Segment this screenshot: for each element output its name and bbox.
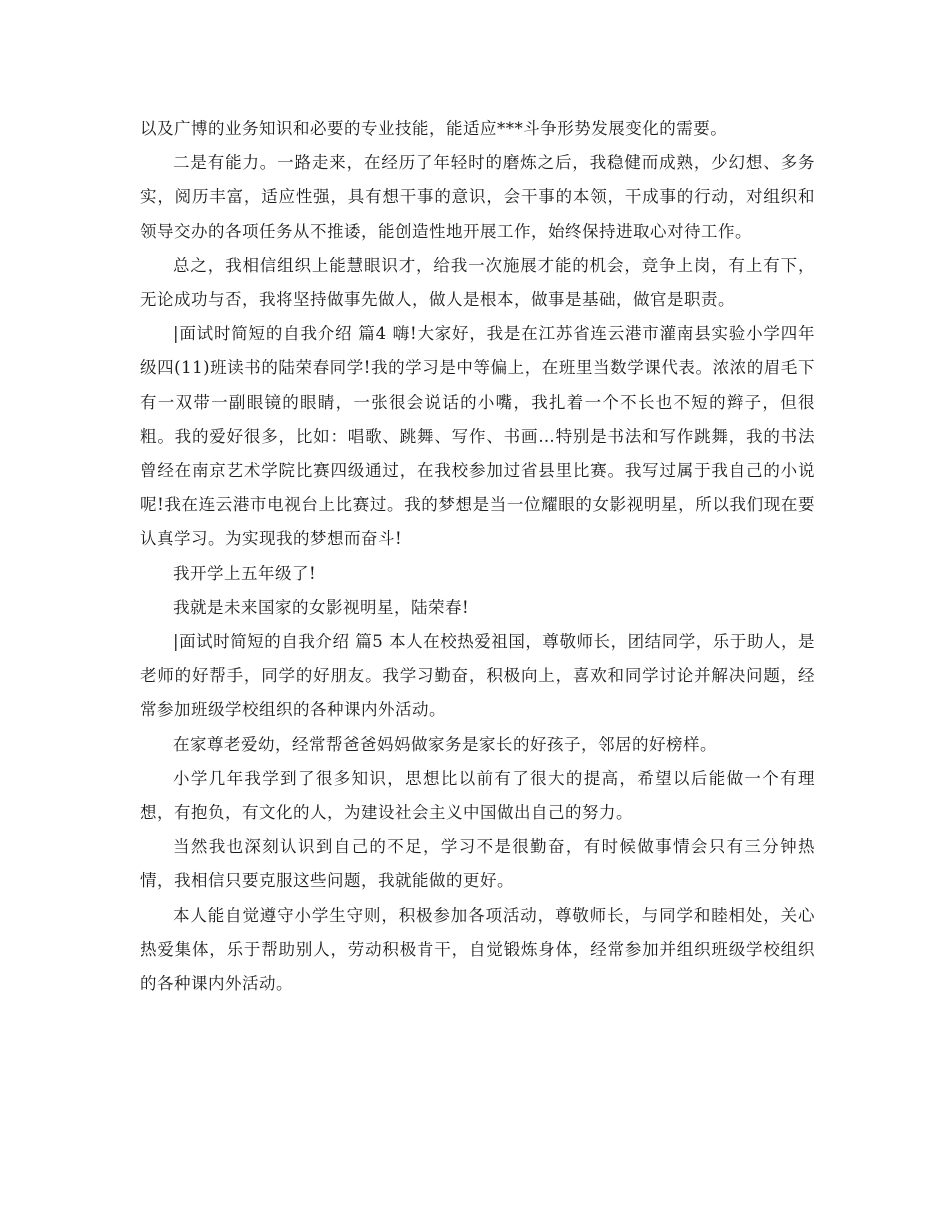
paragraph-at-home: 在家尊老爱幼，经常帮爸爸妈妈做家务是家长的好孩子，邻居的好榜样。 — [173, 734, 717, 754]
paragraph-ability: 二是有能力。一路走来，在经历了年轻时的磨炼之后，我稳健而成熟，少幻想、多务实，阅历丰富，适应性强，具有想干事的意识，会干事的本领，干成事的行动，对组织和领导交办的各项任务从不推诿，能创造性地开展工作，始终保持进取心对待工作。 — [140, 153, 815, 241]
document-page — [140, 112, 815, 1001]
paragraph-fifth-grade: 我开学上五年级了! — [173, 563, 317, 583]
paragraph-future-star: 我就是未来国家的女影视明星，陆荣春! — [173, 597, 470, 617]
paragraph-section-4: |面试时简短的自我介绍 篇4 嗨!大家好，我是在江苏省连云港市灌南县实验小学四年级四(11)班读书的陆荣春同学!我的学习是中等偏上，在班里当数学课代表。浓浓的眉毛下有一双带一副眼镜的眼睛，一张很会说话的小嘴，我扎着一个不长也不短的辫子，但很粗。我的爱好很多，比如：唱歌、跳舞、写作、书画…特别是书法和写作跳舞，我的书法曾经在南京艺术学院比赛四级通过，在我校参加过省县里比赛。我写过属于我自己的小说呢!我在连云港市电视台上比赛过。我的梦想是当一位耀眼的女影视明星，所以我们现在要认真学习。为实现我的梦想而奋斗! — [140, 324, 815, 549]
paragraph-continued: 以及广博的业务知识和必要的专业技能，能适应***斗争形势发展变化的需要。 — [140, 119, 728, 138]
paragraph-section-5: |面试时简短的自我介绍 篇5 本人在校热爱祖国，尊敬师长，团结同学，乐于助人，是老师的好帮手，同学的好朋友。我学习勤奋，积极向上，喜欢和同学讨论并解决问题，经常参加班级学校组织的各种课内外活动。 — [140, 632, 815, 720]
paragraph-primary-years: 小学几年我学到了很多知识，思想比以前有了很大的提高，希望以后能做一个有理想，有抱负，有文化的人，为建设社会主义中国做出自己的努力。 — [140, 768, 815, 823]
paragraph-conclusion: 总之，我相信组织上能慧眼识才，给我一次施展才能的机会，竞争上岗，有上有下，无论成功与否，我将坚持做事先做人，做人是根本，做事是基础，做官是职责。 — [140, 255, 815, 310]
paragraph-shortcomings: 当然我也深刻认识到自己的不足，学习不是很勤奋，有时候做事情会只有三分钟热情，我相信只要克服这些问题，我就能做的更好。 — [140, 837, 815, 891]
paragraph-self-discipline: 本人能自觉遵守小学生守则，积极参加各项活动，尊敬师长，与同学和睦相处，关心热爱集体，乐于帮助别人，劳动积极肯干，自觉锻炼身体，经常参加并组织班级学校组织的各种课内外活动。 — [140, 905, 815, 994]
